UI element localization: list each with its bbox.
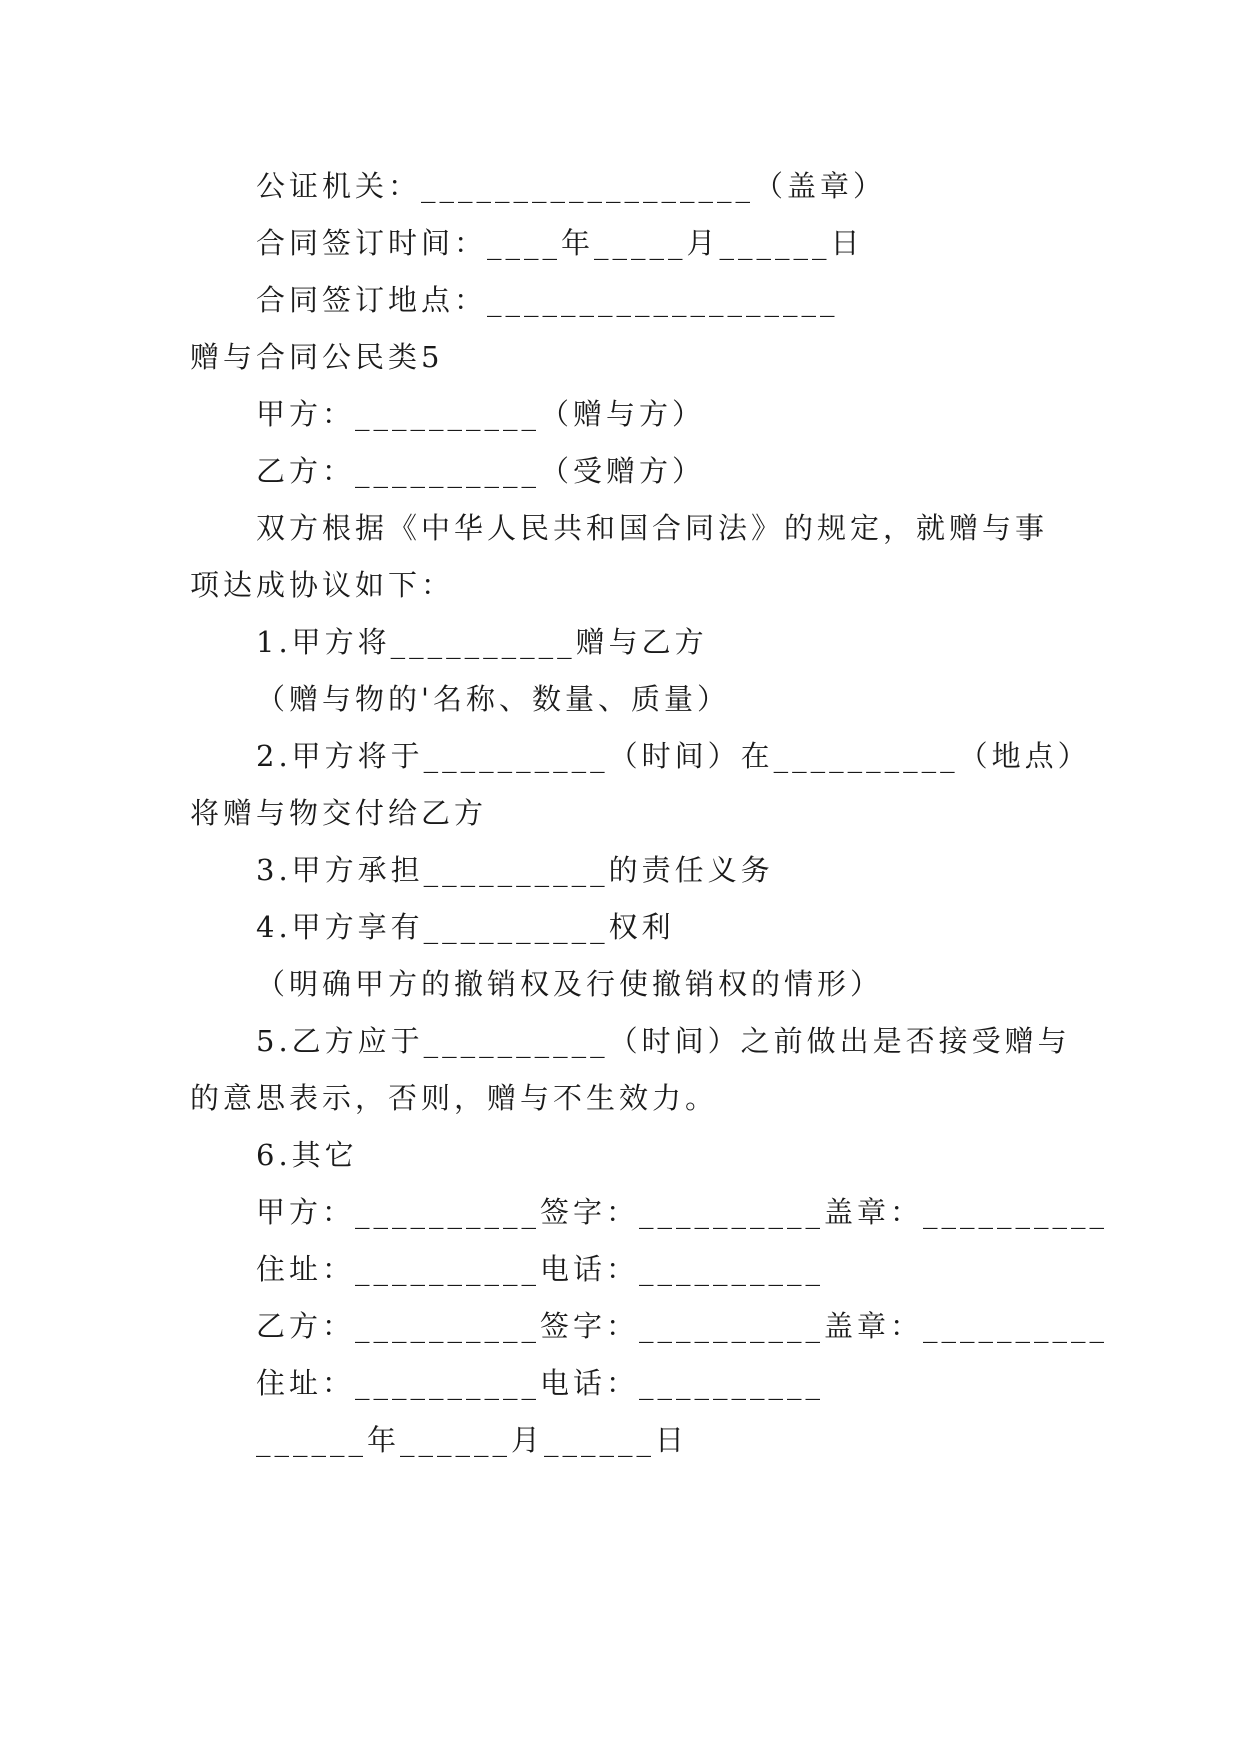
- party-a-contact-line: 住址：__________电话：__________: [256, 1252, 825, 1286]
- party-b-line: 乙方：__________（受赠方）: [256, 454, 706, 488]
- clause-3: 3.甲方承担__________的责任义务: [256, 853, 774, 887]
- clause-1: 1.甲方将__________赠与乙方: [256, 625, 708, 659]
- clause-6: 6.其它: [256, 1138, 358, 1172]
- signing-place-line: 合同签订地点：___________________: [256, 283, 839, 317]
- clause-5-line-1: 5.乙方应于__________（时间）之前做出是否接受赠与: [256, 1024, 1071, 1058]
- signing-date-line: 合同签订时间：____年_____月______日: [256, 226, 864, 260]
- party-a-line: 甲方：__________（赠与方）: [256, 397, 706, 431]
- clause-4: 4.甲方享有__________权利: [256, 910, 675, 944]
- party-b-contact-line: 住址：__________电话：__________: [256, 1366, 825, 1400]
- intro-paragraph-line-1: 双方根据《中华人民共和国合同法》的规定，就赠与事: [256, 511, 1049, 545]
- clause-2-line-1: 2.甲方将于__________（时间）在__________（地点）: [256, 739, 1091, 773]
- clause-4-note: （明确甲方的撤销权及行使撤销权的情形）: [256, 967, 884, 1001]
- notary-office-line: 公证机关：__________________（盖章）: [256, 169, 887, 203]
- date-line: ______年______月______日: [256, 1423, 689, 1457]
- intro-paragraph-line-2: 项达成协议如下：: [190, 568, 455, 602]
- clause-1-note: （赠与物的'名称、数量、质量）: [256, 682, 730, 716]
- section-heading: 赠与合同公民类5: [190, 340, 444, 374]
- party-a-signature-line: 甲方：__________签字：__________盖章：__________: [256, 1195, 1109, 1229]
- clause-5-line-2: 的意思表示，否则，赠与不生效力。: [190, 1081, 719, 1115]
- party-b-signature-line: 乙方：__________签字：__________盖章：__________: [256, 1309, 1109, 1343]
- clause-2-line-2: 将赠与物交付给乙方: [190, 796, 488, 830]
